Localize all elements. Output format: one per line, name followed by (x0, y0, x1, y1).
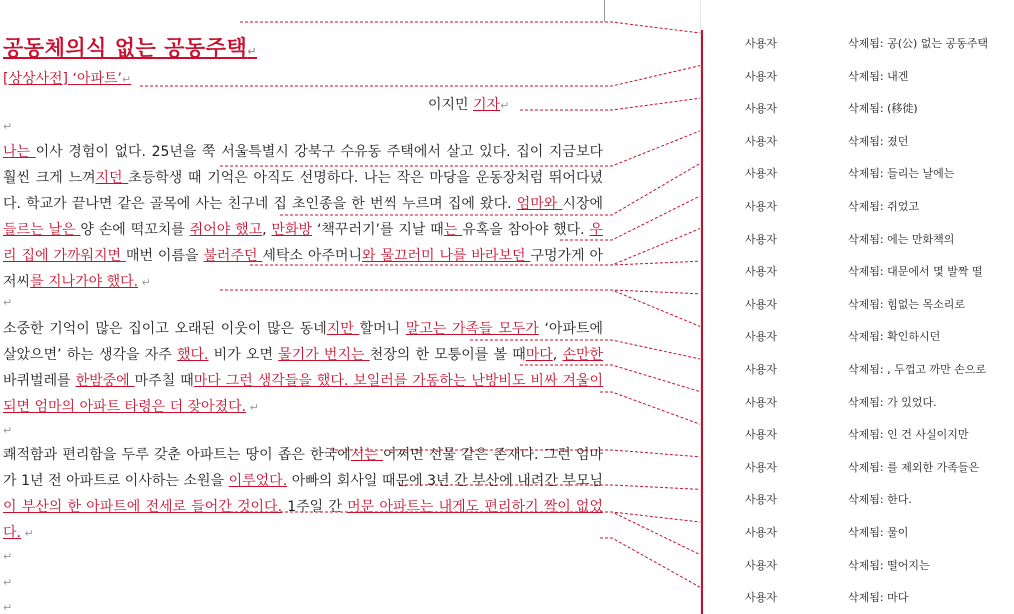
comment-text: 삭제됨: 물이 (848, 526, 909, 539)
body-text: 아빠의 회사일 때문에 3년 간 부산에 내려간 부모님 (287, 473, 603, 489)
deletion-comment[interactable] (745, 328, 1014, 342)
body-text: 비가 오면 (208, 347, 279, 363)
byline[interactable] (428, 94, 509, 114)
comment-text: 삭제됨: 에는 만화책의 (848, 232, 955, 246)
paragraph-mark: ↵ (138, 276, 151, 289)
deletion-comment[interactable] (745, 557, 1014, 571)
inserted-text: 마다 그런 생각들을 했다. 보일러를 가동하는 난방비도 비싸 겨울이 되면 엄마의 아파트 타령은 더 잦아졌다. (3, 373, 604, 415)
inserted-text: 우리 집에 가까워지면 (3, 222, 603, 264)
deletion-comment[interactable] (745, 133, 1014, 147)
body-text: 쾌적함과 편리함을 두루 갖춘 아파트는 땅이 좁은 한국에 (3, 447, 351, 463)
body-text: 구멍가게 아저씨 (3, 248, 603, 290)
deletion-comment[interactable] (745, 361, 1014, 375)
comment-text: 삭제됨: , 두껍고 까만 손으로 (848, 363, 987, 376)
body-text: 1주일 간 (282, 499, 348, 515)
comment-text: 삭제됨: 들리는 날에는 (848, 167, 955, 181)
comment-author: 사용자 (745, 460, 777, 474)
comment-text: 삭제됨: 가 있었다. (848, 395, 937, 409)
comment-author: 사용자 (745, 558, 777, 572)
comment-author: 사용자 (745, 102, 777, 116)
comment-author: 사용자 (745, 69, 777, 83)
comment-author: 사용자 (745, 428, 777, 442)
inserted-text: 불러주던 (203, 248, 263, 264)
byline-name: 이지민 (428, 97, 474, 113)
subtitle-text: [상상사전] ‘아파트’ (3, 71, 122, 87)
comment-text: 삭제됨: 마다 (848, 591, 909, 605)
deletion-comment[interactable] (745, 459, 1014, 473)
byline-inserted-text: 기자 (473, 97, 501, 113)
body-text: 양 손에 떡꼬치를 (80, 222, 190, 238)
comment-author: 사용자 (745, 200, 777, 213)
body-text: ‘아파트에 살았으면’ 하는 생각을 자주 (3, 321, 604, 363)
document-title[interactable] (3, 32, 257, 62)
deletion-comment[interactable] (745, 394, 1014, 408)
body-text: 세탁소 아주머니 (262, 248, 363, 264)
paragraph-mark: ↵ (500, 99, 510, 112)
comment-text: 삭제됨: 힘없는 목소리로 (848, 297, 965, 311)
inserted-text: 지던 (95, 170, 129, 186)
comment-author: 사용자 (745, 37, 777, 50)
body-text: 매번 이름을 (125, 248, 204, 264)
body-text: 마주칠 때 (134, 373, 194, 389)
paragraph-mark: ↵ (121, 73, 132, 86)
inserted-text: 이 부산의 한 아파트에 전세로 들어간 것이다. (3, 499, 283, 515)
paragraph-mark: ↵ (20, 527, 34, 540)
comment-text: 삭제됨: 인 건 사실이지만 (848, 428, 969, 442)
comment-author: 사용자 (745, 330, 777, 344)
body-text: 소중한 기억이 많은 집이고 오래된 이웃이 많은 동네 (3, 321, 327, 337)
comment-text: 삭제됨: 확인하시던 (848, 330, 941, 344)
body-text: 어쩌면 선물 같은 존재다. 그런 엄마가 1년 전 아파트로 이사하는 소원을 (3, 447, 604, 489)
inserted-text: 와 물끄러미 나를 바라보던 (362, 248, 531, 264)
body-text: , (552, 347, 563, 363)
comment-author: 사용자 (745, 363, 777, 376)
comment-author: 사용자 (745, 591, 777, 605)
comment-text: 삭제됨: 떨어지는 (848, 558, 930, 572)
comment-text: 삭제됨: (移徙) (848, 102, 918, 116)
empty-paragraph-mark: ↵ (3, 601, 13, 614)
inserted-text: 들르는 날은 (3, 222, 81, 238)
comment-author: 사용자 (745, 167, 777, 181)
comment-text: 삭제됨: 한다. (848, 493, 912, 507)
deletion-comment[interactable] (745, 263, 1014, 277)
deletion-comment[interactable] (745, 296, 1014, 310)
deletion-comment[interactable] (745, 68, 1014, 82)
empty-paragraph-mark: ↵ (3, 550, 13, 563)
body-text: 이사 경험이 없다. 25년을 쭉 서울특별시 강북구 수유동 주택에서 살고 있다. 집이 지금보다 훨씬 크게 느껴 (3, 144, 603, 186)
inserted-text: 한밤중에 (75, 373, 135, 389)
empty-paragraph-mark: ↵ (3, 296, 13, 309)
empty-paragraph-mark: ↵ (3, 120, 13, 133)
document-subtitle[interactable] (3, 68, 131, 88)
inserted-text: 지만 (326, 321, 360, 337)
body-paragraph-1[interactable] (3, 139, 603, 296)
inserted-text: 이루었다. (228, 473, 288, 489)
comment-text: 삭제됨: 졌던 (848, 134, 909, 148)
title-text: 공동체의식 없는 공동주택 (3, 36, 248, 60)
inserted-text: 손만한 (562, 347, 604, 363)
inserted-text: 엄마와 (516, 196, 563, 212)
comment-author: 사용자 (745, 297, 777, 311)
inserted-text: 나는 (3, 144, 36, 160)
revision-change-bar (701, 30, 703, 614)
comment-text: 삭제됨: 공(公) 없는 공동주택 (848, 37, 989, 50)
body-text: ‘책꾸러기’를 지날 때 (312, 222, 444, 238)
comment-text: 삭제됨: 를 제외한 가족들은 (848, 460, 980, 474)
deletion-comment[interactable] (745, 35, 1014, 49)
comment-author: 사용자 (745, 134, 777, 148)
inserted-text: 를 지나가야 했다. (30, 274, 139, 290)
comment-text: 삭제됨: 쥐었고 (848, 200, 919, 213)
body-paragraph-2[interactable] (3, 316, 603, 421)
deletion-comment[interactable] (745, 491, 1014, 505)
comment-author: 사용자 (745, 526, 777, 539)
inserted-text: 마다 (525, 347, 553, 363)
body-text: 시장에 (562, 196, 603, 212)
inserted-text: 만화방 (271, 222, 313, 238)
inserted-text: 말고는 가족들 모두가 (405, 321, 539, 337)
paragraph-mark: ↵ (246, 401, 259, 414)
comment-author: 사용자 (745, 232, 777, 246)
deletion-comment[interactable] (745, 198, 1014, 212)
comment-text: 삭제됨: 대문에서 몇 발짝 떨 (848, 265, 983, 279)
deletion-comment[interactable] (745, 231, 1014, 245)
deletion-comment[interactable] (745, 165, 1014, 179)
body-text: 할머니 (359, 321, 406, 337)
inserted-text: 는 (443, 222, 463, 238)
body-paragraph-3[interactable] (3, 442, 603, 547)
body-text: 초등학생 때 기억은 아직도 선명하다. 나는 작은 마당을 운동장처럼 뛰어다녔다. 학교가 끝나면 같은 골목에 사는 친구네 집 초인종을 한 번씩 누르며 집에 왔다. (3, 170, 604, 212)
empty-paragraph-mark: ↵ (3, 576, 13, 589)
deletion-comment[interactable] (745, 524, 1014, 538)
comment-text: 삭제됨: 내겐 (848, 69, 909, 83)
body-text: , (262, 222, 272, 238)
deletion-comment[interactable] (745, 100, 1014, 114)
inserted-text: 했다. (176, 347, 209, 363)
body-text: 천장의 한 모퉁이를 볼 때 (369, 347, 526, 363)
inserted-text: 쥐어야 했고 (189, 222, 263, 238)
inserted-text: 서는 (350, 447, 384, 463)
deletion-comment[interactable] (745, 426, 1014, 440)
comment-author: 사용자 (745, 265, 777, 279)
inserted-text: 물기가 번지는 (278, 347, 370, 363)
body-text: 유혹을 참아야 했다. (462, 222, 590, 238)
page-corner-mark (604, 0, 605, 22)
inserted-text: 머문 아파트는 내게도 편리하기 짝이 없었다. (3, 499, 603, 541)
body-text: 바퀴벌레를 (3, 373, 76, 389)
deletion-comment[interactable] (745, 589, 1014, 603)
empty-paragraph-mark: ↵ (3, 424, 13, 437)
comment-author: 사용자 (745, 395, 777, 409)
paragraph-mark: ↵ (247, 45, 257, 58)
comment-author: 사용자 (745, 493, 777, 507)
